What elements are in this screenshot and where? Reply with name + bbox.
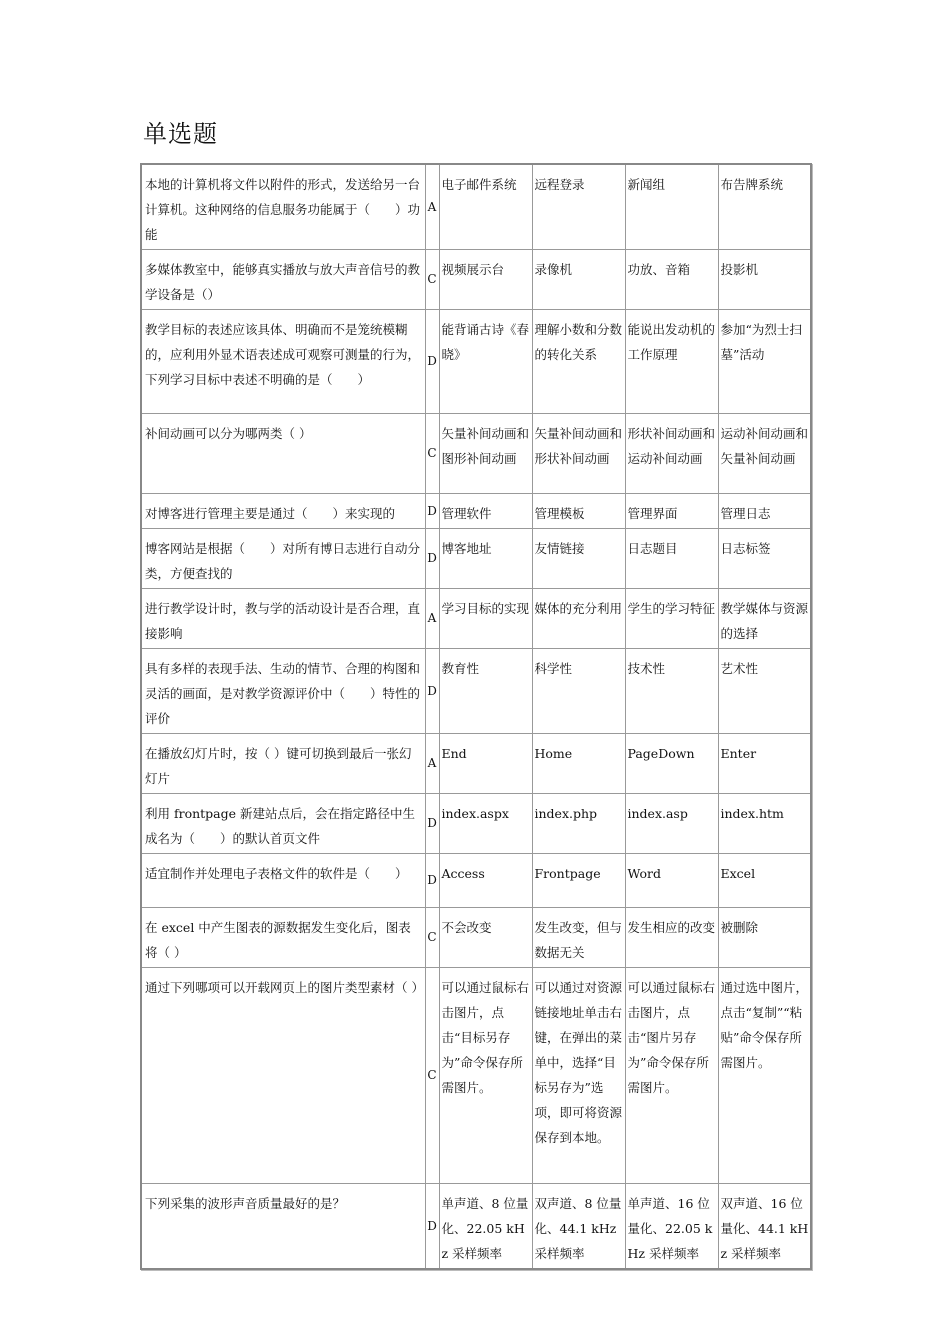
option-a: 电子邮件系统 — [439, 164, 532, 250]
option-a: 视频展示台 — [439, 250, 532, 310]
table-row — [141, 310, 811, 414]
question-text: 具有多样的表现手法、生动的情节、合理的构图和灵活的画面，是对教学资源评价中（ ）特性的评价 — [141, 649, 425, 734]
option-b: 友情链接 — [532, 529, 625, 589]
option-b: 矢量补间动画和形状补间动画 — [532, 414, 625, 494]
option-a: index.aspx — [439, 794, 532, 854]
question-table — [140, 163, 812, 1270]
answer-letter: A — [425, 164, 439, 250]
answer-letter: C — [425, 968, 439, 1184]
question-text: 适宜制作并处理电子表格文件的软件是（ ） — [141, 854, 425, 908]
table-row — [141, 794, 811, 854]
option-c: 新闻组 — [625, 164, 718, 250]
option-d: Excel — [718, 854, 811, 908]
option-d: 双声道、16 位量化、44.1 kHz 采样频率 — [718, 1184, 811, 1270]
option-c: 能说出发动机的工作原理 — [625, 310, 718, 414]
answer-letter: D — [425, 649, 439, 734]
table-row — [141, 854, 811, 908]
page-title: 单选题 — [143, 120, 218, 148]
table-row — [141, 164, 811, 250]
answer-letter: D — [425, 794, 439, 854]
option-d: 艺术性 — [718, 649, 811, 734]
option-d: 运动补间动画和矢量补间动画 — [718, 414, 811, 494]
table-row — [141, 589, 811, 649]
question-text: 通过下列哪项可以开载网页上的图片类型素材（ ） — [141, 968, 425, 1184]
option-a: 不会改变 — [439, 908, 532, 968]
option-d: 布告牌系统 — [718, 164, 811, 250]
option-c: 形状补间动画和运动补间动画 — [625, 414, 718, 494]
answer-letter: A — [425, 734, 439, 794]
option-d: Enter — [718, 734, 811, 794]
option-b: 理解小数和分数的转化关系 — [532, 310, 625, 414]
option-a: End — [439, 734, 532, 794]
option-d: index.htm — [718, 794, 811, 854]
option-a: 单声道、8 位量化、22.05 kHz 采样频率 — [439, 1184, 532, 1270]
question-text: 在播放幻灯片时，按（ ）键可切换到最后一张幻灯片 — [141, 734, 425, 794]
answer-letter: D — [425, 529, 439, 589]
table-row — [141, 968, 811, 1184]
option-d: 投影机 — [718, 250, 811, 310]
option-a: 可以通过鼠标右击图片，点击“目标另存为”命令保存所需图片。 — [439, 968, 532, 1184]
option-c: 发生相应的改变 — [625, 908, 718, 968]
option-a: 矢量补间动画和图形补间动画 — [439, 414, 532, 494]
option-b: 科学性 — [532, 649, 625, 734]
answer-letter: C — [425, 250, 439, 310]
option-a: 博客地址 — [439, 529, 532, 589]
option-c: 管理界面 — [625, 494, 718, 529]
question-text: 本地的计算机将文件以附件的形式，发送给另一台计算机。这种网络的信息服务功能属于（ ）功能 — [141, 164, 425, 250]
option-b: Frontpage — [532, 854, 625, 908]
option-b: 管理模板 — [532, 494, 625, 529]
option-d: 管理日志 — [718, 494, 811, 529]
table-row — [141, 908, 811, 968]
option-d: 参加“为烈士扫墓”活动 — [718, 310, 811, 414]
question-text: 教学目标的表述应该具体、明确而不是笼统模糊的，应利用外显术语表述成可观察可测量的行为，下列学习目标中表述不明确的是（ ） — [141, 310, 425, 414]
option-b: 可以通过对资源链接地址单击右键，在弹出的菜单中，选择“目标另存为”选项，即可将资源保存到本地。 — [532, 968, 625, 1184]
question-text: 多媒体教室中，能够真实播放与放大声音信号的教学设备是（） — [141, 250, 425, 310]
question-text: 补间动画可以分为哪两类（ ） — [141, 414, 425, 494]
option-a: 管理软件 — [439, 494, 532, 529]
option-b: 远程登录 — [532, 164, 625, 250]
option-c: 日志题目 — [625, 529, 718, 589]
option-c: PageDown — [625, 734, 718, 794]
option-d: 通过选中图片，点击“复制”“粘贴”命令保存所需图片。 — [718, 968, 811, 1184]
table-row — [141, 1184, 811, 1270]
option-c: 功放、音箱 — [625, 250, 718, 310]
answer-letter: D — [425, 854, 439, 908]
option-a: 学习目标的实现 — [439, 589, 532, 649]
question-text: 下列采集的波形声音质量最好的是？ — [141, 1184, 425, 1270]
option-d: 日志标签 — [718, 529, 811, 589]
option-b: 媒体的充分利用 — [532, 589, 625, 649]
option-b: Home — [532, 734, 625, 794]
option-b: 发生改变，但与数据无关 — [532, 908, 625, 968]
option-a: 能背诵古诗《春晓》 — [439, 310, 532, 414]
question-text: 在 excel 中产生图表的源数据发生变化后，图表将（ ） — [141, 908, 425, 968]
option-a: Access — [439, 854, 532, 908]
option-a: 教育性 — [439, 649, 532, 734]
answer-letter: C — [425, 414, 439, 494]
table-row — [141, 250, 811, 310]
answer-letter: D — [425, 310, 439, 414]
question-text: 利用 frontpage 新建站点后，会在指定路径中生成名为（ ）的默认首页文件 — [141, 794, 425, 854]
option-c: index.asp — [625, 794, 718, 854]
table-row — [141, 494, 811, 529]
table-row — [141, 414, 811, 494]
table-row — [141, 734, 811, 794]
option-c: Word — [625, 854, 718, 908]
question-text: 博客网站是根据（ ）对所有博日志进行自动分类，方便查找的 — [141, 529, 425, 589]
question-text: 进行教学设计时，教与学的活动设计是否合理，直接影响 — [141, 589, 425, 649]
option-b: index.php — [532, 794, 625, 854]
answer-letter: A — [425, 589, 439, 649]
option-b: 录像机 — [532, 250, 625, 310]
option-c: 学生的学习特征 — [625, 589, 718, 649]
option-c: 可以通过鼠标右击图片，点击“图片另存为”命令保存所需图片。 — [625, 968, 718, 1184]
answer-letter: D — [425, 494, 439, 529]
option-b: 双声道、8 位量化、44.1 kHz 采样频率 — [532, 1184, 625, 1270]
option-d: 教学媒体与资源的选择 — [718, 589, 811, 649]
answer-letter: D — [425, 1184, 439, 1270]
question-text: 对博客进行管理主要是通过（ ）来实现的 — [141, 494, 425, 529]
option-c: 单声道、16 位量化、22.05 kHz 采样频率 — [625, 1184, 718, 1270]
answer-letter: C — [425, 908, 439, 968]
option-c: 技术性 — [625, 649, 718, 734]
table-row — [141, 529, 811, 589]
option-d: 被删除 — [718, 908, 811, 968]
table-row — [141, 649, 811, 734]
